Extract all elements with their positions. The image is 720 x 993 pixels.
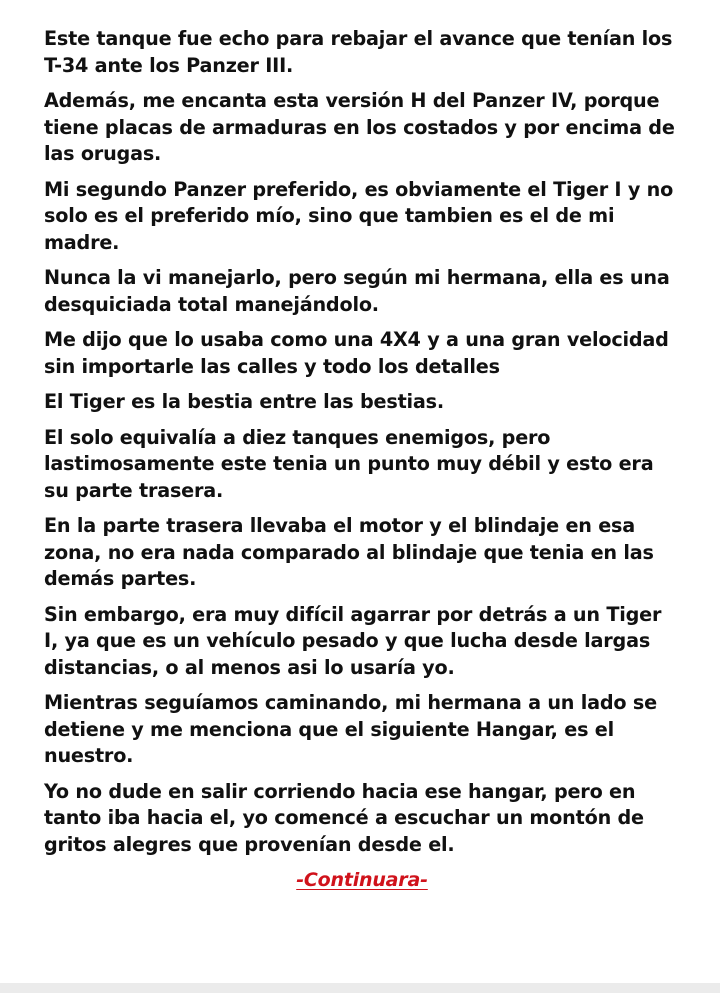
paragraph: Este tanque fue echo para rebajar el avance que tenían los T-34 ante los Panzer III.	[44, 27, 673, 77]
paragraph: El solo equivalía a diez tanques enemigos, pero lastimosamente este tenia un punto muy débil y esto era su parte trasera.	[44, 425, 654, 502]
paragraph: Me dijo que lo usaba como una 4X4 y a una gran velocidad sin importarle las calles y todo los detalles	[44, 328, 669, 378]
paragraph: Yo no dude en salir corriendo hacia ese hangar, pero en tanto iba hacia el, yo comencé a escuchar un montón de gritos alegres que provenían desde el.	[44, 779, 644, 856]
paragraph: Sin embargo, era muy difícil agarrar por detrás a un Tiger I, ya que es un vehículo pesado y que lucha desde largas distancias, o al menos asi lo usaría yo.	[44, 602, 662, 679]
to-be-continued-label: -Continuara-	[296, 869, 428, 891]
story-text	[44, 26, 680, 894]
paragraph: Mi segundo Panzer preferido, es obviamente el Tiger I y no solo es el preferido mío, sino que tambien es el de mi madre.	[44, 177, 674, 254]
paragraph: Nunca la vi manejarlo, pero según mi hermana, ella es una desquiciada total manejándolo.	[44, 266, 670, 316]
paragraph: El Tiger es la bestia entre las bestias.	[44, 390, 444, 413]
page-bottom-edge	[0, 983, 720, 993]
paragraph: Mientras seguíamos caminando, mi hermana a un lado se detiene y me menciona que el siguiente Hangar, es el nuestro.	[44, 691, 657, 767]
paragraph: Además, me encanta esta versión H del Panzer IV, porque tiene placas de armaduras en los costados y por encima de las orugas.	[44, 89, 675, 165]
paragraph: En la parte trasera llevaba el motor y el blindaje en esa zona, no era nada comparado al blindaje que tenia en las demás partes.	[44, 514, 654, 590]
